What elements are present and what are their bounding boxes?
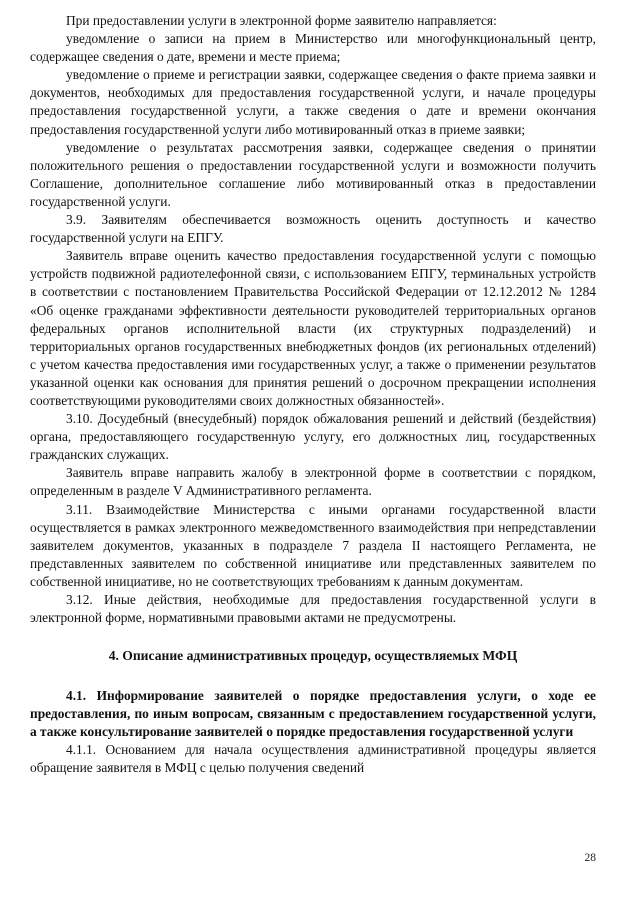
paragraph-3-9: 3.9. Заявителям обеспечивается возможность оценить доступность и качество государственной услуги на ЕПГУ. [30,212,596,246]
paragraph-appointment-notice: уведомление о записи на прием в Министерство или многофункциональный центр, содержащее сведения о дате, времени и месте приема; [30,31,596,65]
subsection-heading: 4.1. Информирование заявителей о порядке предоставления услуги, о ходе ее предоставления, по иным вопросам, связанным с предоставлением государственной услуги, а также консультирование заявителей о порядке предоставления государственной услуги [30,688,596,739]
paragraph-quality-evaluation: Заявитель вправе оценить качество предоставления государственной услуги с помощью устройств подвижной радиотелефонной связи, с использованием ЕПГУ, терминальных устройств в соответствии с постановлением Правительства Российской Федерации от 12.12.2012 № 1284 «Об оценке гражданами эффективности деятельности руководителей территориальных органов федеральных органов исполнительной власти (их структурных подразделений) и территориальных органов государственных внебюджетных фондов (их региональных отделений) с учетом качества предоставления ими государственных услуг, а также о применении результатов указанной оценки как основания для принятия решений о досрочном прекращении исполнения соответствующими руководителями своих должностных обязанностей». [30,248,596,408]
paragraph-registration-notice: уведомление о приеме и регистрации заявки, содержащее сведения о факте приема заявки и документов, необходимых для предоставления государственной услуги, и начале процедуры предоставления государственной услуги, а также сведения о дате и времени окончания предоставления государственной услуги либо мотивированный отказ в приеме заявки; [30,67,596,137]
paragraph-complaint: Заявитель вправе направить жалобу в электронной форме в соответствии с порядком, определенным в разделе V Административного регламента. [30,465,596,499]
document-page [30,12,596,777]
paragraph-result-notice: уведомление о результатах рассмотрения заявки, содержащее сведения о принятии положительного решения о предоставлении государственной услуги и возможности получить Соглашение, дополнительное соглашение либо мотивированный отказ в предоставлении государственной услуги. [30,139,596,209]
paragraph-3-10: 3.10. Досудебный (внесудебный) порядок обжалования решений и действий (бездействия) органа, предоставляющего государственную услугу, его должностных лиц, государственных гражданских служащих. [30,411,596,463]
paragraph-4-1-1: 4.1.1. Основанием для начала осуществления административной процедуры является обращение заявителя в МФЦ с целью получения сведений [30,741,596,775]
page-number: 28 [584,852,596,864]
paragraph-intro: При предоставлении услуги в электронной форме заявителю направляется: [66,13,497,28]
paragraph-3-11: 3.11. Взаимодействие Министерства с иными органами государственной власти осуществляется в рамках электронного межведомственного взаимодействия при непредставлении заявителем документов, указанных в подразделе 7 раздела II настоящего Регламента, не представленных заявителем по собственной инициативе или представленных заявителем по собственной инициативе, но не соответствующих требованиям к данным документам. [30,501,596,589]
paragraph-3-12: 3.12. Иные действия, необходимые для предоставления государственной услуги в электронной форме, нормативными правовыми актами не предусмотрены. [30,592,596,626]
section-heading: 4. Описание административных процедур, осуществляемых МФЦ [108,648,518,664]
